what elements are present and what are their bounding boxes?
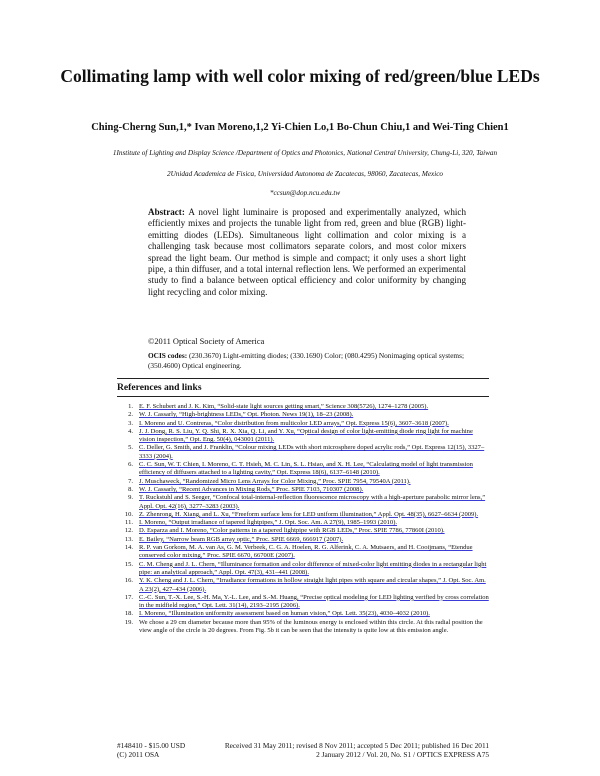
- reference-text[interactable]: C. M. Cheng and J. L. Chern, “Illuminance formation and color difference of mixed-color light emitting diodes in a rectangular light pipe: an analytical approach,” Appl. Opt. 47(3), 431–441 (2008).: [139, 560, 487, 576]
- reference-item[interactable]: [117, 461, 489, 478]
- footer-dates: Received 31 May 2011; revised 8 Nov 2011; accepted 5 Dec 2011; published 16 Dec 2011: [224, 741, 489, 750]
- ocis-codes: [148, 351, 466, 370]
- reference-number: 6.: [128, 461, 133, 469]
- reference-item[interactable]: [117, 577, 489, 594]
- footer-article-id: #148410 - $15.00 USD: [117, 741, 186, 750]
- reference-number: 8.: [128, 485, 133, 493]
- reference-item[interactable]: [117, 428, 489, 445]
- affiliation-1: 1Institute of Lighting and Display Science /Department of Optics and Photonics, National Central University, Chung-Li, 320, Taiwan: [112, 149, 498, 157]
- footer-journal-info: 2 January 2012 / Vol. 20, No. S1 / OPTICS EXPRESS A75: [316, 750, 489, 759]
- reference-text[interactable]: W. J. Cassarly, “Recent Advances in Mixing Rods,” Proc. SPIE 7103, 710307 (2008).: [139, 485, 364, 493]
- reference-text[interactable]: J. Muschaweck, “Randomized Micro Lens Arrays for Color Mixing,” Proc. SPIE 7954, 79540A (2011).: [139, 477, 411, 485]
- ocis-label: OCIS codes:: [148, 351, 188, 360]
- reference-number: 18.: [124, 610, 133, 618]
- reference-number: 12.: [124, 527, 133, 535]
- reference-item[interactable]: [117, 420, 489, 428]
- abstract-text: A novel light luminaire is proposed and experimentally analyzed, which efficiently mixes and projects the tunable light from red, green and blue (RGB) light-emitting diodes (LEDs). Simultaneous light collimation and color mixing is a challenging task because most collimators separate colors, and most color mixers spread the light beam. Our method is simple and compact; it only uses a short light pipe, a thin diffuser, and a total internal reflection lens. We performed an experimental study to find a balance between optical efficiency and color uniformity by changing light recycling and color mixing.: [148, 207, 466, 297]
- reference-text[interactable]: E. Bailey, “Narrow beam RGB array optic,” Proc. SPIE 6669, 666917 (2007).: [139, 535, 344, 543]
- reference-text[interactable]: Z. Zhenrong, H. Xiang, and L. Xu, “Freeform surface lens for LED uniform illumination,” Appl. Opt. 48(35), 6627–6634 (2009).: [139, 510, 479, 518]
- reference-number: 13.: [124, 535, 133, 543]
- reference-item[interactable]: [117, 561, 489, 578]
- reference-item[interactable]: [117, 519, 489, 527]
- reference-text[interactable]: Y. K. Cheng and J. L. Chern, “Irradiance formations in hollow straight light pipes with square and circular shapes,” J. Opt. Soc. Am. A 23(2), 427–434 (2006).: [139, 577, 486, 593]
- reference-number: 7.: [128, 477, 133, 485]
- reference-text[interactable]: I. Moreno and U. Contreras, “Color distribution from multicolor LED arrays,” Opt. Express 15(6), 3607–3618 (2007).: [139, 419, 449, 427]
- reference-number: 9.: [128, 494, 133, 502]
- reference-text[interactable]: J. J. Dong, R. S. Liu, Y. Q. Shi, R. X. Xia, Q. Li, and Y. Xu, “Optical design of color light-emitting diode ring light for machine vision inspection,” Opt. Eng. 50(4), 043001 (2011).: [139, 427, 473, 444]
- reference-item[interactable]: [117, 544, 489, 561]
- references-list: [117, 403, 489, 635]
- reference-number: 1.: [128, 403, 133, 410]
- section-divider-bottom: [117, 396, 489, 397]
- paper-title: Collimating lamp with well color mixing of red/green/blue LEDs: [60, 66, 540, 86]
- reference-text[interactable]: C.-C. Sun, T.-X. Lee, S.-H. Ma, Y.-L. Lee, and S.-M. Huang, “Precise optical modeling for LED lighting verified by cross correlation in the midfield region,” Opt. Lett. 31(14), 2193–2195 (2006).: [139, 593, 489, 610]
- reference-number: 5.: [128, 444, 133, 452]
- reference-text[interactable]: E. F. Schubert and J. K. Kim, “Solid-state light sources getting smart,” Science 308(5726), 1274–1278 (2005).: [139, 403, 429, 410]
- reference-number: 17.: [124, 593, 133, 601]
- reference-number: 19.: [124, 618, 133, 626]
- reference-number: 4.: [128, 427, 133, 435]
- reference-number: 14.: [124, 544, 133, 552]
- references-heading: References and links: [117, 382, 202, 393]
- reference-item[interactable]: [117, 527, 489, 535]
- reference-note: [117, 619, 489, 636]
- reference-number: 11.: [125, 519, 133, 527]
- reference-number: 15.: [124, 560, 133, 568]
- reference-item[interactable]: [117, 403, 489, 411]
- reference-item[interactable]: [117, 494, 489, 511]
- footer-copyright: (C) 2011 OSA: [117, 750, 160, 759]
- reference-item[interactable]: [117, 444, 489, 461]
- ocis-text: (230.3670) Light-emitting diodes; (330.1690) Color; (080.4295) Nonimaging optical systems; (350.4600) Optical engineering.: [148, 351, 464, 370]
- reference-text[interactable]: C. Deller, G. Smith, and J. Franklin, “Colour mixing LEDs with short microsphere doped acrylic rods,” Opt. Express 12(15), 3327–3333 (2004).: [139, 444, 485, 460]
- reference-text[interactable]: R. P. van Gorkom, M. A. van As, G. M. Verbeek, C. G. A. Hoelen, R. G. Alferink, C. A. Mutsaers, and H. Cooijmans, “Etendue conserved color mixing,” Proc. SPIE 6670, 66700E (2007).: [139, 544, 473, 560]
- reference-text: We chose a 29 cm diameter because more than 95% of the luminous energy is enclosed within this circle. At this radial position the view angle of the circle is 20 degrees. From Fig. 5b it can be seen that the intensity is quite low at this emission angle.: [139, 618, 483, 635]
- reference-text[interactable]: T. Ruckstuhl and S. Seeger, “Confocal total-internal-reflection fluorescence microscopy with a high-aperture parabolic mirror lens,” Appl. Opt. 42(16), 3277–3283 (2003).: [139, 494, 486, 510]
- reference-item[interactable]: [117, 511, 489, 519]
- reference-item[interactable]: [117, 610, 489, 618]
- reference-text[interactable]: C. C. Sun, W. T. Chien, I. Moreno, C. T. Hsieh, M. C. Lin, S. L. Hsiao, and X. H. Lee, “Calculating model of light transmission efficiency of diffusers attached to a lighting cavity,” Opt. Express 18(6), 6137–6148 (2010).: [139, 461, 473, 477]
- reference-number: 10.: [124, 510, 133, 518]
- reference-item[interactable]: [117, 536, 489, 544]
- reference-item[interactable]: [117, 486, 489, 494]
- reference-text[interactable]: D. Esparza and I. Moreno, “Color patterns in a tapered lightpipe with RGB LEDs,” Proc. SPIE 7786, 77860I (2010).: [139, 527, 445, 535]
- author-list: Ching-Cherng Sun,1,* Ivan Moreno,1,2 Yi-Chien Lo,1 Bo-Chun Chiu,1 and Wei-Ting Chien1: [91, 122, 509, 133]
- affiliation-2: 2Unidad Academica de Fisica, Universidad Autonoma de Zacatecas, 98060, Zacatecas, Mexico: [167, 170, 443, 178]
- reference-item[interactable]: [117, 478, 489, 486]
- corresponding-email[interactable]: *ccsun@dop.ncu.edu.tw: [269, 189, 341, 197]
- reference-text[interactable]: I. Moreno, “Illumination uniformity assessment based on human vision,” Opt. Lett. 35(23), 4030–4032 (2010).: [139, 610, 430, 618]
- reference-item[interactable]: [117, 594, 489, 611]
- abstract-label: Abstract:: [148, 207, 185, 217]
- reference-number: 3.: [128, 419, 133, 427]
- section-divider-top: [117, 378, 489, 379]
- reference-text[interactable]: W. J. Cassarly, “High-brightness LEDs,” Opt. Photon. News 19(1), 18–23 (2008).: [139, 411, 354, 419]
- reference-number: 16.: [124, 577, 133, 585]
- reference-text[interactable]: I. Moreno, “Output irradiance of tapered lightpipes,” J. Opt. Soc. Am. A 27(9), 1985–1993 (2010).: [139, 519, 398, 527]
- reference-item[interactable]: [117, 411, 489, 419]
- abstract: [148, 207, 466, 298]
- reference-number: 2.: [128, 411, 133, 419]
- copyright-notice: ©2011 Optical Society of America: [148, 337, 265, 346]
